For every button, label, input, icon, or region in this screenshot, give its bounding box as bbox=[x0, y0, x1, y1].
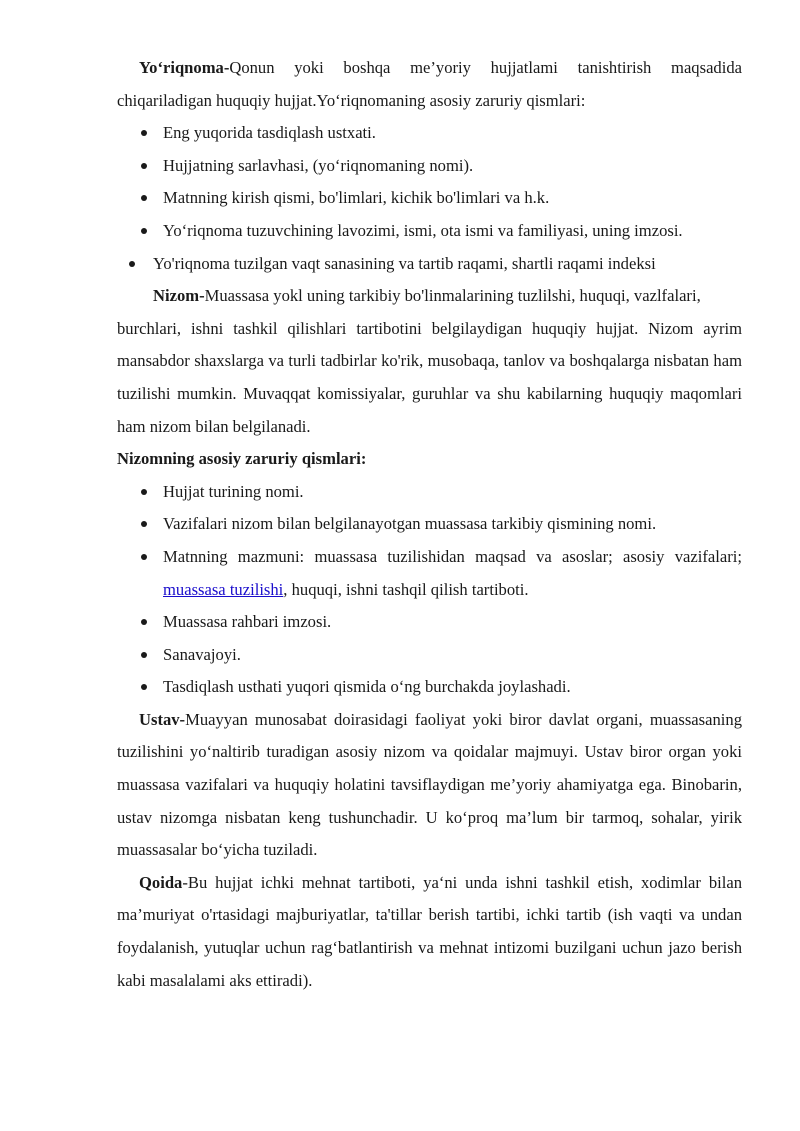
yoriqnoma-parts-list bbox=[117, 117, 742, 313]
list-item: Tasdiqlash usthati yuqori qismida o‘ng burchakda joylashadi. bbox=[117, 671, 742, 704]
muassasa-tuzilishi-link[interactable]: muassasa tuzilishi bbox=[163, 579, 284, 599]
list-item: Hujjat turining nomi. bbox=[117, 476, 742, 509]
ustav-paragraph bbox=[117, 704, 742, 867]
yoriqnoma-term: Yo‘riqnoma- bbox=[139, 58, 230, 77]
nizom-definition-continued: burchlari, ishni tashkil qilishlari tartibotini belgilaydigan huquqiy hujjat. Nizom ayrim mansabdor shaxslarga va turli tadbirlar ko'rik, musobaqa, tanlov va boshqalarga nisbatan ham tuzilishi mumkin. Muvaqqat komissiyalar, guruhlar va shu kabilarning huquqiy maqomlari ham nizom bilan belgilanadi. bbox=[117, 318, 742, 436]
list-item: Sanavajoyi. bbox=[117, 639, 742, 672]
nizom-parts-list bbox=[117, 476, 742, 704]
yoriqnoma-paragraph bbox=[117, 52, 742, 117]
qoida-definition: -Bu hujjat ichki mehnat tartiboti, ya‘ni unda ishni tashkil etish, xodimlar bilan ma’muriyat o'rtasidagi majburiyatlar, ta'tillar berish tartibi, ichki tartib (ish vaqti va undan foydalanish, yutuqlar uchun rag‘batlantirish va mehnat intizomi buzilgani uchun jazo berish kabi masalalami aks ettiradi). bbox=[117, 872, 742, 990]
nizom-parts-heading: Nizomning asosiy zaruriy qismlari: bbox=[117, 449, 367, 469]
list-item: Matnning kirish qismi, bo'limlari, kichik bo'limlari va h.k. bbox=[117, 182, 742, 215]
list-item-with-nizom bbox=[117, 248, 742, 313]
ustav-definition: Muayyan munosabat doirasidagi faoliyat yoki biror davlat organi, muassasaning tuzilishini yo‘naltirib turadigan asosiy nizom va qoidalar majmuyi. Ustav biror organ yoki muassasa vazifalari va huquqiy holatini tavsiflaydigan me’yoriy ahamiyatga ega. Binobarin, ustav nizomga nisbatan keng tushunchadir. U ko‘proq ma’lum bir tarmoq, sohalar, yirik muassasalar bo‘yicha tuziladi. bbox=[117, 709, 742, 860]
ustav-term: Ustav- bbox=[139, 709, 186, 729]
list-item: Yo‘riqnoma tuzuvchining lavozimi, ismi, ota ismi va familiyasi, uning imzosi. bbox=[117, 215, 742, 248]
nizom-term: Nizom- bbox=[153, 286, 205, 306]
yoriqnoma-definition: Qonun yoki boshqa me’yoriy hujjatlami tanishtirish maqsadida chiqariladigan huquqiy hujjat.Yo‘riqnomaning asosiy zaruriy qismlari: bbox=[117, 58, 742, 110]
qoida-paragraph bbox=[117, 867, 742, 997]
document-page bbox=[117, 52, 742, 997]
list-item: Eng yuqorida tasdiqlash ustxati. bbox=[117, 117, 742, 150]
list-item: Vazifalari nizom bilan belgilanayotgan muassasa tarkibiy qismining nomi. bbox=[117, 508, 742, 541]
nizom-definition-text: Muassasa yokl uning tarkibiy bo'linmalarining tuzlilshi, huquqi, vazlfalari, bbox=[204, 286, 701, 306]
list-item: Matnning mazmuni: muassasa tuzilishidan maqsad va asoslar; asosiy vazifalari; muassasa tuzilishi, huquqi, ishni tashqil qilish tartiboti. bbox=[117, 541, 742, 606]
nizom-definition-start bbox=[153, 280, 742, 313]
list-item: Muassasa rahbari imzosi. bbox=[117, 606, 742, 639]
qoida-term: Qoida bbox=[139, 872, 183, 892]
list-item: Hujjatning sarlavhasi, (yo‘riqnomaning nomi). bbox=[117, 150, 742, 183]
list-item-text: Yo'riqnoma tuzilgan vaqt sanasining va tartib raqami, shartli raqami indeksi bbox=[153, 253, 656, 273]
